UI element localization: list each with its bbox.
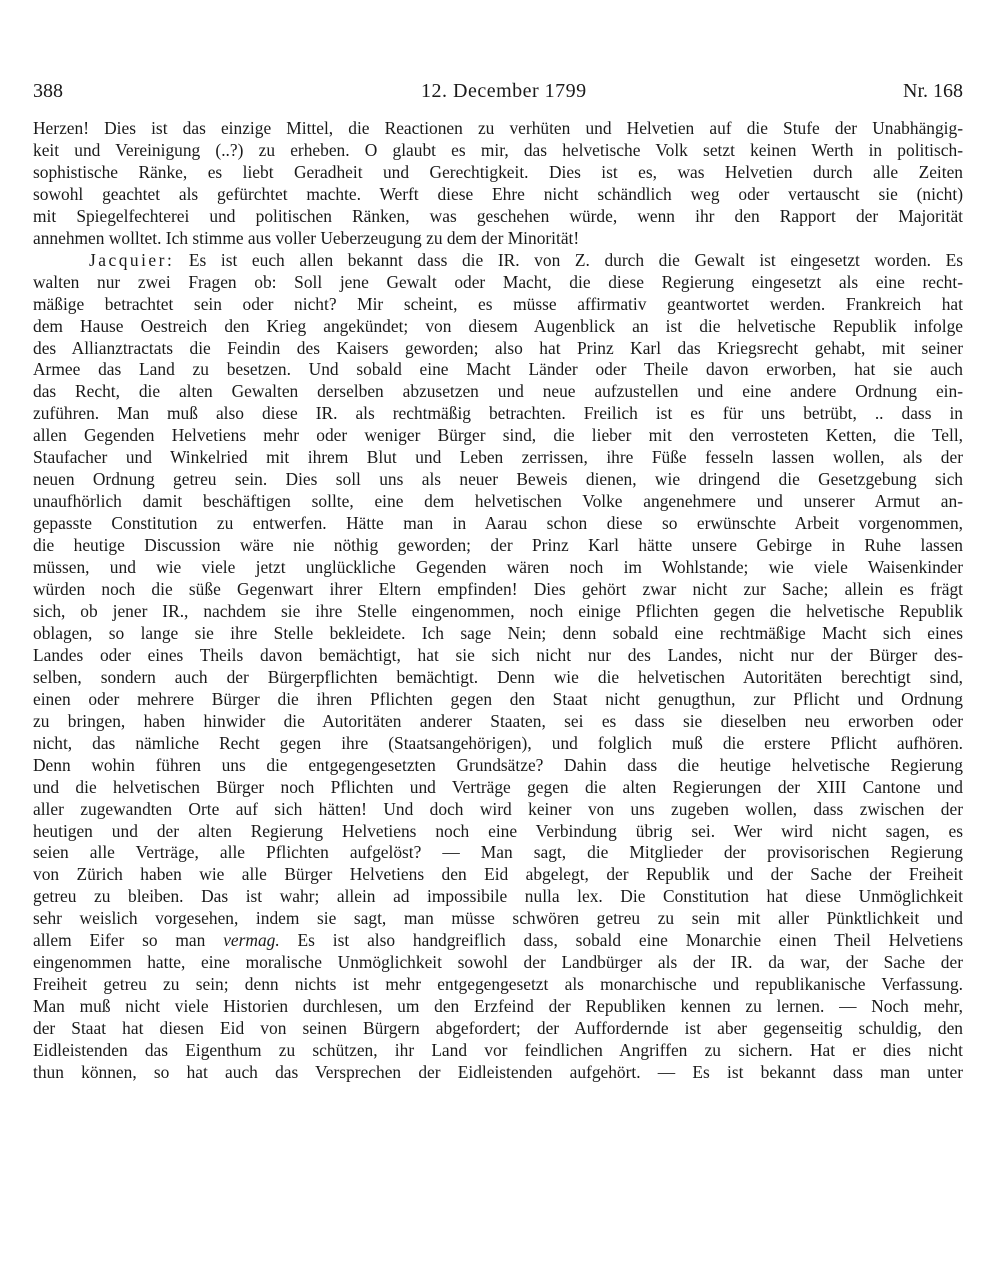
text-line: dem Hause Oestreich den Krieg angekündet; von diesem Augenblick an ist die helvetische Republik infolge xyxy=(33,315,963,336)
text-line: thun können, so hat auch das Versprechen der Eidleistenden aufgehört. — Es ist bekannt dass man unter xyxy=(33,1061,963,1082)
text-fragment: Es ist euch allen bekannt dass die IR. von Z. durch die Gewalt ist eingesetzt worden. Es xyxy=(174,249,963,270)
text-line: walten nur zwei Fragen ob: Soll jene Gewalt oder Macht, die diese Regierung eingesetzt als eine recht- xyxy=(33,271,963,292)
text-line: von Zürich haben wie alle Bürger Helvetiens den Eid abgelegt, der Republik und der Sache der Freiheit xyxy=(33,864,963,885)
text-line: Herzen! Dies ist das einzige Mittel, die Reactionen zu verhüten und Helvetien auf die Stufe der Unabhängig- xyxy=(33,118,963,138)
text-line: Denn wohin führen uns die entgegengesetzten Grundsätze? Dahin dass die heutige helvetische Regierung xyxy=(33,754,963,775)
text-line: des Allianztractats die Feindin des Kaisers geworden; also hat Prinz Karl das Kriegsrecht gehabt, mit seiner xyxy=(33,337,963,358)
text-line: mäßige betrachtet sein oder nicht? Mir scheint, es müsse affirmativ geantwortet werden. Frankreich hat xyxy=(33,293,963,314)
text-line: eingenommen hatte, eine moralische Unmöglichkeit sowohl der Landbürger als der IR. da war, der Sache der xyxy=(33,952,963,973)
text-line: mit Spiegelfechterei und politischen Ränken, was geschehen würde, wenn ihr den Rapport der Majorität xyxy=(33,205,963,226)
text-line: selben, sondern auch der Bürgerpflichten bemächtigt. Denn wie die helvetischen Autoritäten berechtigt sind, xyxy=(33,666,963,687)
text-line: die heutige Discussion wäre nie nöthig geworden; der Prinz Karl hätte unsere Gebirge in Ruhe lassen xyxy=(33,535,963,556)
text-line: das Recht, die alten Gewalten derselben abzusetzen und neue aufzustellen und eine andere Ordnung ein- xyxy=(33,381,963,402)
text-line: allen Gegenden Helvetiens mehr oder weniger Bürger sind, die lieber mit den verrosteten Ketten, die Tell, xyxy=(33,425,963,446)
emphasized-word: vermag. xyxy=(223,930,280,951)
text-line: Man muß nicht viele Historien durchlesen, um den Erzfeind der Republiken kennen zu lernen. — Noch mehr, xyxy=(33,996,963,1017)
paragraph-1 xyxy=(33,118,963,250)
body-text xyxy=(33,118,963,1084)
document-number: Nr. 168 xyxy=(903,80,963,102)
text-line: Eidleistenden das Eigenthum zu schützen, ihr Land vor feindlichen Angriffen zu sichern. Hat er dies nicht xyxy=(33,1040,963,1061)
text-line: und die helvetischen Bürger noch Pflichten und Verträge gegen die alten Regierungen der XIII Cantone und xyxy=(33,776,963,797)
text-line: annehmen wolltet. Ich stimme aus voller Ueberzeugung zu dem der Minorität! xyxy=(33,227,580,248)
text-line: sophistische Ränke, es liebt Geradheit und Gerechtigkeit. Dies ist es, was Helvetien durch alle Zeiten xyxy=(33,161,963,182)
text-line: neuen Ordnung getreu sein. Dies soll uns als neuer Beweis dienen, wie dringend die Gesetzgebung sich xyxy=(33,469,963,490)
text-line: aller zugewandten Orte auf sich hätten! Und doch wird keiner von uns zugeben wollen, dass zwischen der xyxy=(33,798,963,819)
text-line: würden noch die süße Gegenwart ihrer Eltern empfinden! Dies gehört zwar nicht zur Sache; allein es frägt xyxy=(33,579,963,600)
text-line: Staufacher und Winkelried mit ihrem Blut und Leben zerrissen, ihre Füße fesseln lassen wollen, als der xyxy=(33,447,963,468)
text-line: keit und Vereinigung (..?) zu erheben. O glaubt es mir, das helvetische Volk setzt keinen Werth in politisch- xyxy=(33,139,963,160)
text-line: sowohl geachtet als gefürchtet machte. Werft diese Ehre nicht schändlich weg oder vertauscht sie (nicht) xyxy=(33,183,963,204)
text-fragment: allem Eifer so man xyxy=(33,930,224,951)
text-line: einen oder mehrere Bürger die ihren Pflichten gegen den Staat nicht genugthun, zur Pflicht und Ordnung xyxy=(33,688,963,709)
text-line: Armee das Land zu besetzen. Und sobald eine Macht Länder oder Theile davon erworben, hat sie auch xyxy=(33,359,963,380)
running-header xyxy=(33,80,963,110)
header-date: 12. December 1799 xyxy=(421,80,587,102)
text-line: getreu zu bleiben. Das ist wahr; allein ad impossibile nulla lex. Die Constitution hat diese Unmöglichkeit xyxy=(33,886,963,907)
text-line: sehr weislich vorgesehen, indem sie sagt, man müsse schwören getreu zu sein mit aller Pünktlichkeit und xyxy=(33,908,963,929)
text-line-with-emphasis xyxy=(33,930,963,952)
speaker-name: Jacquier: xyxy=(89,249,175,270)
text-line: Freiheit getreu zu sein; denn nichts ist mehr entgegengesetzt als monarchische und republikanische Verfassung. xyxy=(33,974,963,995)
speaker-line xyxy=(33,250,963,272)
text-line: oblagen, so lange sie ihre Stelle bekleidete. Ich sage Nein; denn sobald eine rechtmäßige Macht sich eines xyxy=(33,622,963,643)
page-number: 388 xyxy=(33,80,63,102)
text-line: müssen, und wie viele jetzt unglückliche Gegenden wären noch im Wohlstande; wie viele Waisenkinder xyxy=(33,557,963,578)
text-line: der Staat hat diesen Eid von seinen Bürgern abgefordert; der Auffordernde ist aber gegenseitig schuldig, den xyxy=(33,1018,963,1039)
text-line: sich, ob jener IR., nachdem sie ihre Stelle eingenommen, noch einige Pflichten gegen die helvetische Republik xyxy=(33,600,963,621)
text-line: nicht, das nämliche Recht gegen ihre (Staatsangehörigen), und folglich muß die erstere Pflicht aufhören. xyxy=(33,732,963,753)
text-line: heutigen und der alten Regierung Helvetiens noch eine Verbindung übrig sei. Wer wird nicht sagen, es xyxy=(33,820,963,841)
text-fragment: Es ist also handgreiflich dass, sobald eine Monarchie einen Theil Helvetiens xyxy=(279,930,963,951)
text-line: unaufhörlich damit beschäftigen sollte, eine dem helvetischen Volke angenehmere und unserer Armut an- xyxy=(33,491,963,512)
text-line: zu bringen, haben hinwider die Autoritäten anderer Staaten, sei es dass sie dieselben neu erworben oder xyxy=(33,710,963,731)
text-line: zuführen. Man muß also diese IR. als rechtmäßig betrachten. Freilich ist es für uns betrübt, .. dass in xyxy=(33,403,963,424)
text-line: seien alle Verträge, alle Pflichten aufgelöst? — Man sagt, die Mitglieder der provisorischen Regierung xyxy=(33,842,963,863)
paragraph-2 xyxy=(33,250,963,1084)
text-line: Landes oder eines Theils davon bemächtigt, hat sie sich nicht nur des Landes, nicht nur der Bürger des- xyxy=(33,644,963,665)
text-line: gepasste Constitution zu entwerfen. Hätte man in Aarau schon diese so erwünschte Arbeit vorgenommen, xyxy=(33,513,963,534)
